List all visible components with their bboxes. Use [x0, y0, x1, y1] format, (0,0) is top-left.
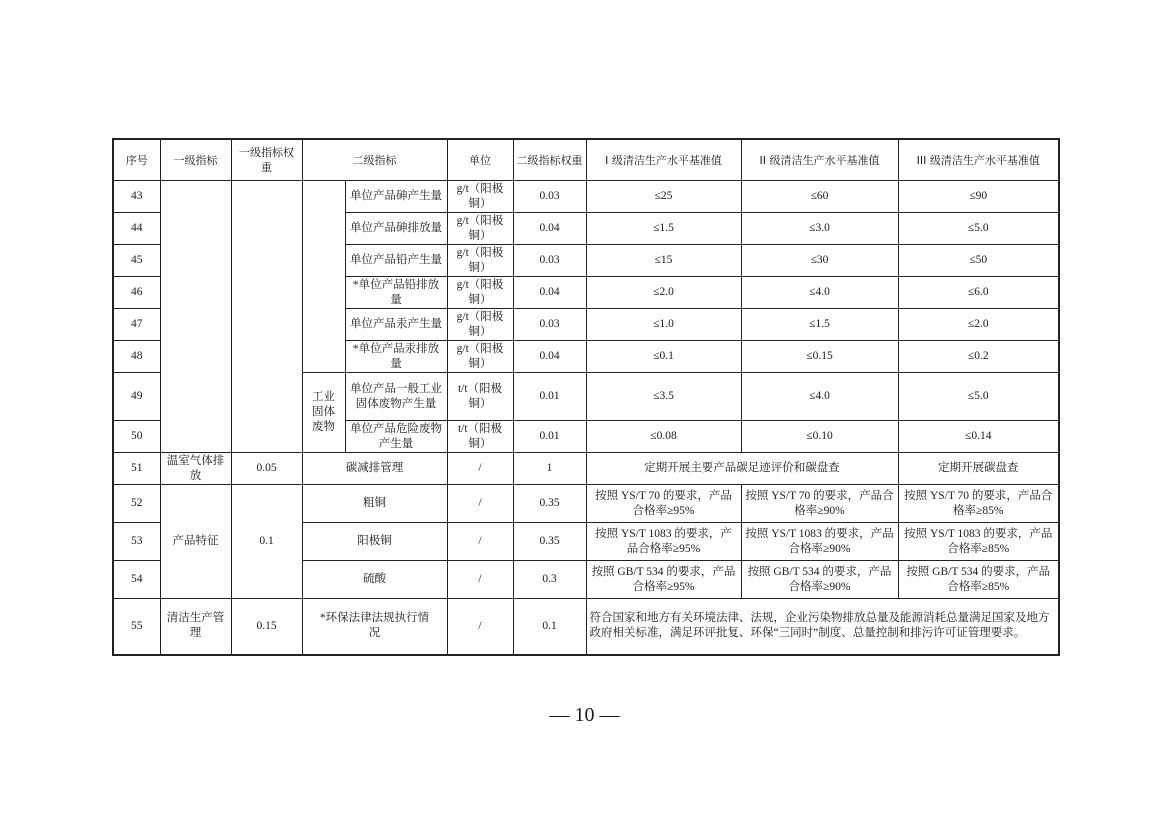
- weight: 0.03: [513, 309, 586, 341]
- unit: g/t（阳极铜）: [447, 277, 513, 309]
- grade2-value: 按照 YS/T 1083 的要求，产品合格率≥90%: [741, 523, 898, 561]
- header-grade1: I 级清洁生产水平基准值: [586, 139, 741, 181]
- weight: 0.01: [513, 421, 586, 453]
- grade3-value: ≤5.0: [898, 213, 1059, 245]
- grade1-value: 按照 YS/T 1083 的要求，产品合格率≥95%: [586, 523, 741, 561]
- weight: 0.04: [513, 341, 586, 373]
- grade3-value: ≤2.0: [898, 309, 1059, 341]
- grade1-value: ≤15: [586, 245, 741, 277]
- weight: 0.03: [513, 181, 586, 213]
- indicator-name: 单位产品铅产生量: [345, 245, 447, 277]
- indicator-name: 单位产品汞产生量: [345, 309, 447, 341]
- grade3-value: 按照 YS/T 1083 的要求，产品合格率≥85%: [898, 523, 1059, 561]
- indicator-name: *单位产品铅排放量: [345, 277, 447, 309]
- row-no: 49: [113, 373, 160, 421]
- unit: t/t（阳极铜）: [447, 373, 513, 421]
- grade3-value: 按照 GB/T 534 的要求，产品合格率≥85%: [898, 561, 1059, 599]
- header-grade3: III 级清洁生产水平基准值: [898, 139, 1059, 181]
- level1-weight-ghg: 0.05: [231, 453, 302, 485]
- grade1-value: 按照 YS/T 70 的要求，产品合格率≥95%: [586, 485, 741, 523]
- weight: 0.35: [513, 485, 586, 523]
- unit: g/t（阳极铜）: [447, 181, 513, 213]
- weight: 0.04: [513, 277, 586, 309]
- grade3-value: ≤90: [898, 181, 1059, 213]
- indicator-name: *单位产品汞排放量: [345, 341, 447, 373]
- grade3-value: ≤6.0: [898, 277, 1059, 309]
- grade2-value: ≤0.15: [741, 341, 898, 373]
- grade2-value: 按照 YS/T 70 的要求，产品合格率≥90%: [741, 485, 898, 523]
- solid-waste-group: 工业固体废物: [302, 373, 345, 453]
- grade3-value: ≤0.14: [898, 421, 1059, 453]
- row-no: 52: [113, 485, 160, 523]
- grade2-value: 按照 GB/T 534 的要求，产品合格率≥90%: [741, 561, 898, 599]
- indicator-name: 碳减排管理: [302, 453, 447, 485]
- unit: /: [447, 561, 513, 599]
- row-no: 47: [113, 309, 160, 341]
- row-no: 46: [113, 277, 160, 309]
- unit: g/t（阳极铜）: [447, 309, 513, 341]
- indicator-name: 单位产品砷排放量: [345, 213, 447, 245]
- weight: 0.35: [513, 523, 586, 561]
- grade2-value: ≤0.10: [741, 421, 898, 453]
- unit: g/t（阳极铜）: [447, 341, 513, 373]
- header-row: [113, 139, 1059, 181]
- grade2-value: ≤30: [741, 245, 898, 277]
- header-unit: 单位: [447, 139, 513, 181]
- weight: 0.3: [513, 561, 586, 599]
- table-row: [113, 599, 1059, 655]
- clean-production-indicator-table: [112, 138, 1060, 656]
- row-no: 43: [113, 181, 160, 213]
- grade1-value: ≤2.0: [586, 277, 741, 309]
- grade3-value: ≤5.0: [898, 373, 1059, 421]
- grade2-value: ≤4.0: [741, 277, 898, 309]
- indicator-name: *环保法律法规执行情况: [302, 599, 447, 655]
- unit: t/t（阳极铜）: [447, 421, 513, 453]
- row-no: 45: [113, 245, 160, 277]
- page-number: — 10 —: [549, 704, 620, 726]
- grade1-value: ≤0.1: [586, 341, 741, 373]
- table-row: [113, 181, 1059, 213]
- grade3-value: ≤50: [898, 245, 1059, 277]
- row-no: 50: [113, 421, 160, 453]
- row-no: 51: [113, 453, 160, 485]
- indicator-name: 单位产品一般工业固体废物产生量: [345, 373, 447, 421]
- grade2-value: ≤1.5: [741, 309, 898, 341]
- unit: /: [447, 599, 513, 655]
- weight: 1: [513, 453, 586, 485]
- header-level1: 一级指标: [160, 139, 231, 181]
- unit: g/t（阳极铜）: [447, 245, 513, 277]
- table-row: [113, 453, 1059, 485]
- header-seq: 序号: [113, 139, 160, 181]
- grade1-value: ≤25: [586, 181, 741, 213]
- row-no: 55: [113, 599, 160, 655]
- grade1-value: ≤3.5: [586, 373, 741, 421]
- level1-weight-cell: [231, 181, 302, 453]
- weight: 0.03: [513, 245, 586, 277]
- weight: 0.01: [513, 373, 586, 421]
- weight: 0.04: [513, 213, 586, 245]
- level1-mgmt: 清洁生产管理: [160, 599, 231, 655]
- level1-product: 产品特征: [160, 485, 231, 599]
- unit: /: [447, 523, 513, 561]
- indicator-name: 粗铜: [302, 485, 447, 523]
- indicator-name: 单位产品砷产生量: [345, 181, 447, 213]
- grade1-value: 按照 GB/T 534 的要求，产品合格率≥95%: [586, 561, 741, 599]
- level1-weight-mgmt: 0.15: [231, 599, 302, 655]
- level2-group-cell: [302, 181, 345, 373]
- header-level1-weight: 一级指标权重: [231, 139, 302, 181]
- grade2-value: ≤60: [741, 181, 898, 213]
- row-no: 44: [113, 213, 160, 245]
- grade3-value: 定期开展碳盘查: [898, 453, 1059, 485]
- header-grade2: II 级清洁生产水平基准值: [741, 139, 898, 181]
- grade1-value: ≤1.0: [586, 309, 741, 341]
- table-row: [113, 485, 1059, 523]
- unit: /: [447, 485, 513, 523]
- indicator-name: 单位产品危险废物产生量: [345, 421, 447, 453]
- row-no: 48: [113, 341, 160, 373]
- row-no: 53: [113, 523, 160, 561]
- grade1-2-value: 定期开展主要产品碳足迹评价和碳盘查: [586, 453, 898, 485]
- grade2-value: ≤4.0: [741, 373, 898, 421]
- unit: /: [447, 453, 513, 485]
- level1-ghg: 温室气体排放: [160, 453, 231, 485]
- grade1-value: ≤0.08: [586, 421, 741, 453]
- grade-all-value: 符合国家和地方有关环境法律、法规，企业污染物排放总量及能源消耗总量满足国家及地方政府相关标准，满足环评批复、环保“三同时”制度、总量控制和排污许可证管理要求。: [586, 599, 1059, 655]
- grade1-value: ≤1.5: [586, 213, 741, 245]
- level1-cell: [160, 181, 231, 453]
- header-level2-weight: 二级指标权重: [513, 139, 586, 181]
- header-level2: 二级指标: [302, 139, 447, 181]
- grade3-value: ≤0.2: [898, 341, 1059, 373]
- row-no: 54: [113, 561, 160, 599]
- weight: 0.1: [513, 599, 586, 655]
- unit: g/t（阳极铜）: [447, 213, 513, 245]
- level1-weight-product: 0.1: [231, 485, 302, 599]
- grade3-value: 按照 YS/T 70 的要求，产品合格率≥85%: [898, 485, 1059, 523]
- grade2-value: ≤3.0: [741, 213, 898, 245]
- indicator-name: 阳极铜: [302, 523, 447, 561]
- indicator-name: 硫酸: [302, 561, 447, 599]
